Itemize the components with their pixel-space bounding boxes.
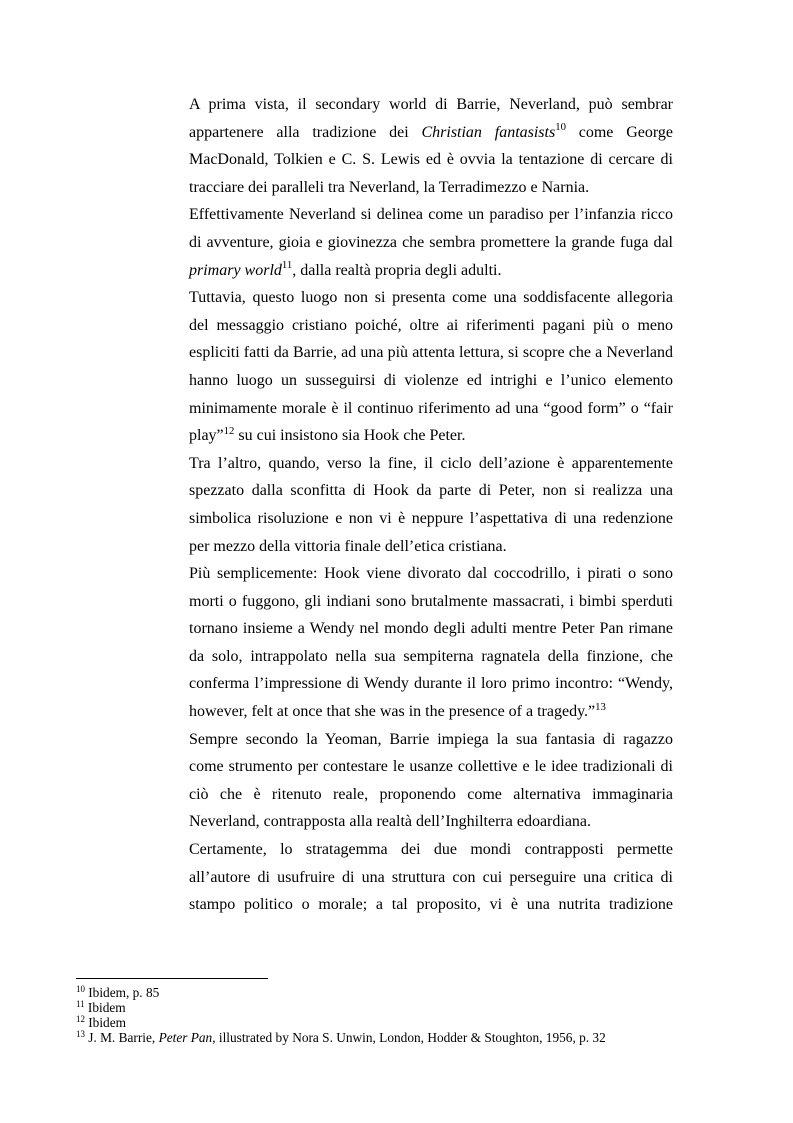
body-line: conferma l’impressione di Wendy durante il loro primo incontro: “Wendy, (189, 675, 673, 693)
footnote-number: 13 (76, 1029, 85, 1040)
footnote-ref: 11 (281, 259, 293, 272)
footnote-ref: 12 (223, 424, 235, 437)
italic-term: primary world (189, 261, 282, 279)
body-line: hanno luogo un susseguirsi di violenze ed intrighi e l’unico elemento (189, 371, 673, 389)
footnote-text: , illustrated by Nora S. Unwin, London, Hodder & Stoughton, 1956, p. 32 (212, 1030, 606, 1045)
body-line: come strumento per contestare le usanze collettive e le idee tradizionali di (189, 758, 673, 776)
body-line: per mezzo della vittoria finale dell’etica cristiana. (189, 537, 507, 555)
body-line: Effettivamente Neverland si delinea come un paradiso per l’infanzia ricco (189, 206, 673, 224)
footnote-separator (76, 978, 268, 979)
body-line: da solo, intrappolato nella sua sempiterna ragnatela della finzione, che (189, 647, 673, 665)
body-line: minimamente morale è il continuo riferimento ad una “good form” o “fair (189, 399, 673, 417)
body-line: ciò che è ritenuto reale, proponendo come alternativa immaginaria (189, 785, 673, 803)
body-line: Più semplicemente: Hook viene divorato dal coccodrillo, i pirati o sono (189, 565, 673, 583)
line-text: appartenere alla tradizione dei (189, 123, 422, 141)
body-line: Certamente, lo stratagemma dei due mondi contrapposti permette (189, 841, 673, 859)
body-line: morti o fuggono, gli indiani sono brutalmente massacrati, i bimbi sperduti (189, 592, 673, 610)
paragraph (189, 284, 673, 450)
footnote-number: 10 (76, 984, 85, 995)
body-line: Sempre secondo la Yeoman, Barrie impiega la sua fantasia di ragazzo (189, 730, 673, 748)
paragraph (189, 201, 673, 284)
body-line: Tra l’altro, quando, verso la fine, il ciclo dell’azione è apparentemente (189, 454, 673, 472)
body-line: all’autore di usufruire di una struttura con cui perseguire una critica di (189, 868, 673, 886)
paragraph (189, 836, 673, 919)
footnote-text: Ibidem (88, 1015, 126, 1030)
body-line (189, 119, 673, 147)
paragraph (189, 450, 673, 560)
footnote (76, 1000, 676, 1015)
body-line: spezzato dalla sconfitta di Hook da parte di Peter, non si realizza una (189, 482, 673, 500)
paragraph (189, 560, 673, 726)
line-text: play” (189, 427, 224, 445)
footnote-text: Ibidem (87, 1000, 126, 1015)
body-line: tornano insieme a Wendy nel mondo degli adulti mentre Peter Pan rimane (189, 620, 673, 638)
footnote-text: Ibidem, p. 85 (88, 985, 160, 1000)
body-line: del messaggio cristiano poiché, oltre ai riferimenti pagani più o meno (189, 316, 673, 334)
body-text (189, 91, 673, 919)
paragraph (189, 726, 673, 836)
footnote-number: 11 (76, 999, 85, 1010)
footnote-ref: 13 (595, 700, 606, 713)
paragraph (189, 91, 673, 201)
body-line: Neverland, contrapposta alla realtà dell’Inghilterra edoardiana. (189, 813, 592, 831)
body-line: espliciti fatti da Barrie, ad una più attenta lettura, si scopre che a Neverland (189, 344, 673, 362)
body-line: di avventure, gioia e giovinezza che sembra promettere la grande fuga dal (189, 233, 673, 251)
footnote-number: 12 (76, 1014, 85, 1025)
body-line (189, 698, 673, 726)
line-text: come George (565, 123, 673, 141)
body-line (189, 422, 673, 450)
footnote (76, 985, 676, 1000)
body-line: MacDonald, Tolkien e C. S. Lewis ed è ovvia la tentazione di cercare di (189, 151, 673, 169)
italic-term: Christian fantasists (421, 123, 556, 141)
footnote (76, 1015, 676, 1030)
body-line: Tuttavia, questo luogo non si presenta come una soddisfacente allegoria (189, 289, 673, 307)
footnote (76, 1030, 676, 1045)
line-text: su cui insistono sia Hook che Peter. (234, 427, 466, 445)
body-line (189, 257, 673, 285)
line-text: however, felt at once that she was in the presence of a tragedy.” (189, 703, 596, 721)
body-line: A prima vista, il secondary world di Barrie, Neverland, può sembrar (189, 96, 673, 113)
footnotes (76, 985, 676, 1045)
footnote-text: J. M. Barrie, (88, 1030, 159, 1045)
body-line: simbolica risoluzione e non vi è neppure l’aspettativa di una redenzione (189, 509, 673, 527)
book-title: Peter Pan (158, 1030, 213, 1045)
body-line: stampo politico o morale; a tal proposito, vi è una nutrita tradizione (189, 896, 673, 914)
body-line: tracciare dei paralleli tra Neverland, la Terradimezzo e Narnia. (189, 178, 590, 196)
footnote-ref: 10 (555, 121, 566, 134)
line-text: , dalla realtà propria degli adulti. (292, 261, 502, 279)
